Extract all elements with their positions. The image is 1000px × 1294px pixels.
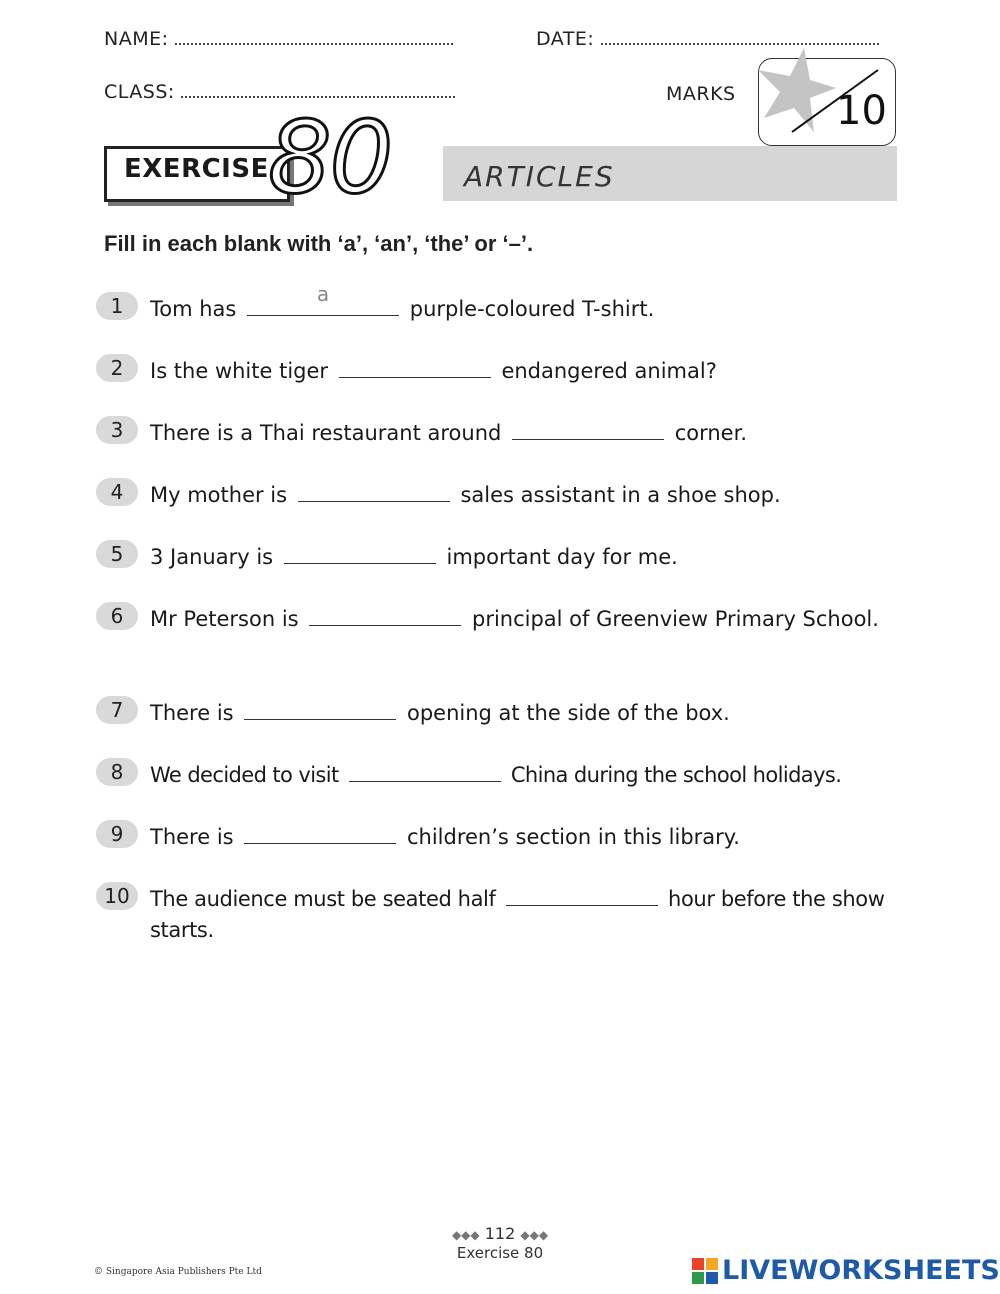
question-number: 7 [96, 696, 138, 724]
question-text [150, 695, 896, 729]
question-after: endangered animal? [501, 359, 717, 383]
question-before: Tom has [150, 297, 237, 321]
ornament-left-icon: ◆◆◆ [451, 1228, 480, 1242]
answer-value: a [316, 282, 330, 306]
question-number: 4 [96, 478, 138, 506]
question-text [150, 757, 896, 791]
name-blank[interactable] [175, 43, 453, 45]
question-after: principal of Greenview Primary School. [471, 607, 879, 631]
question-after: children’s section in this library. [406, 825, 740, 849]
class-label: CLASS: [104, 81, 175, 103]
marks-total: 10 [836, 88, 887, 134]
question-number: 2 [96, 354, 138, 382]
question-before: My mother is [150, 483, 288, 507]
question-before: Mr Peterson is [150, 607, 299, 631]
date-blank[interactable] [601, 43, 879, 45]
liveworksheets-text: LIVEWORKSHEETS [722, 1255, 1000, 1286]
answer-blank[interactable] [244, 819, 396, 844]
page-number-value: 112 [484, 1224, 516, 1243]
question-after: corner. [674, 421, 747, 445]
question-before: There is a Thai restaurant around [150, 421, 502, 445]
exercise-number: 80 [268, 99, 392, 216]
question-text [150, 415, 896, 449]
liveworksheets-logo-icon [692, 1258, 718, 1284]
question-after: purple-coloured T-shirt. [409, 297, 655, 321]
ornament-right-icon: ◆◆◆ [520, 1228, 549, 1242]
question-text [150, 819, 896, 853]
question-after: important day for me. [446, 545, 678, 569]
answer-blank[interactable] [309, 601, 461, 626]
answer-blank[interactable] [349, 757, 501, 782]
answer-blank[interactable] [247, 282, 399, 316]
question-number: 1 [96, 292, 138, 320]
question-text [150, 539, 896, 573]
class-blank[interactable] [181, 96, 455, 98]
question-before: The audience must be seated half [150, 887, 496, 911]
answer-blank[interactable] [244, 695, 396, 720]
marks-label: MARKS [666, 83, 736, 105]
question-before: There is [150, 701, 234, 725]
question-after: sales assistant in a shoe shop. [460, 483, 781, 507]
question-number: 3 [96, 416, 138, 444]
page-exercise: Exercise 80 [456, 1244, 544, 1262]
question-text [150, 477, 896, 511]
question-text [150, 353, 896, 387]
question-after: hour before the show starts. [150, 887, 885, 942]
answer-blank[interactable] [506, 881, 658, 906]
question-after: opening at the side of the box. [406, 701, 730, 725]
question-before: There is [150, 825, 234, 849]
question-before: We decided to visit [150, 763, 339, 787]
exercise-label: EXERCISE [124, 154, 269, 184]
question-text [150, 601, 896, 635]
name-field [104, 28, 453, 50]
answer-blank[interactable] [512, 415, 664, 440]
date-label: DATE: [536, 28, 595, 50]
question-number: 9 [96, 820, 138, 848]
topic-title: ARTICLES [464, 160, 615, 193]
question-before: 3 January is [150, 545, 274, 569]
name-label: NAME: [104, 28, 169, 50]
question-number: 10 [96, 882, 138, 910]
answer-blank[interactable] [339, 353, 491, 378]
page-number [0, 1224, 1000, 1243]
question-number: 8 [96, 758, 138, 786]
copyright: © Singapore Asia Publishers Pte Ltd [94, 1267, 262, 1277]
question-number: 5 [96, 540, 138, 568]
question-before: Is the white tiger [150, 359, 329, 383]
question-text [150, 282, 896, 325]
answer-blank[interactable] [298, 477, 450, 502]
question-text [150, 881, 896, 946]
question-number: 6 [96, 602, 138, 630]
question-after: China during the school holidays. [510, 763, 842, 787]
liveworksheets-logo[interactable] [692, 1255, 1000, 1286]
answer-blank[interactable] [284, 539, 436, 564]
instruction: Fill in each blank with ‘a’, ‘an’, ‘the’ or ‘–’. [104, 231, 534, 256]
